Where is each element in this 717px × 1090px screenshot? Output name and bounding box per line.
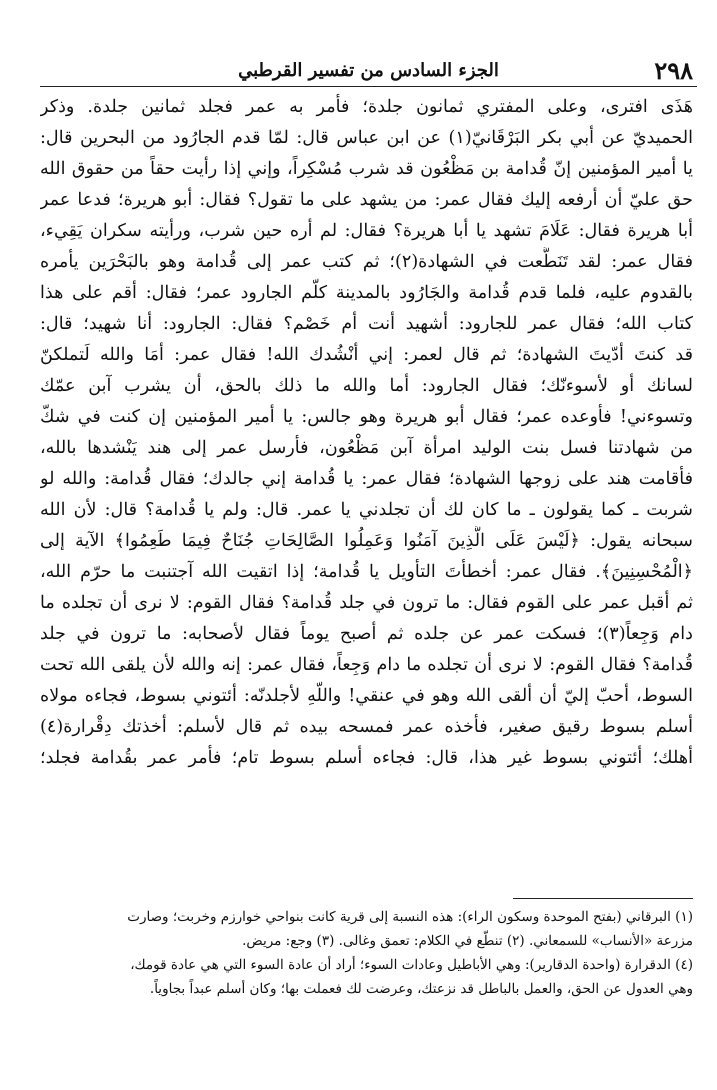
text-line: يا أمير المؤمنين إنّ قُدامة بن مَظْعُون قد شرب مُسْكِراً، وإني إذا رأيت حقاً من حقوق الله	[40, 159, 693, 179]
text-line: شربت ـ كما يقولون ـ ما كان لك أن تجلدني يا عمر. قال: ولم يا قُدامة؟ قال: لأن الله	[40, 500, 693, 520]
footnote-line: وهي العدول عن الحق، والعمل بالباطل قد نزعتك، وعرضت لك فعملت بها؛ وكان أسلم عبداً بجاوياً.	[149, 981, 693, 997]
text-line: ثم أقبل عمر على القوم فقال: ما ترون في جلد قُدامة؟ فقال القوم: لا نرى أن تجلده ما	[40, 593, 693, 613]
page-header	[40, 54, 697, 87]
text-line: لسانك أو لأسوءنّك؛ فقال الجارود: أما والله ما ذلك بالحق، أن يشرب آبن عمّك	[40, 376, 693, 396]
text-line: حق عليّ أن أرفعه إليك فقال عمر: من يشهد على ما تقول؟ فقال: أبو هريرة؛ فدعا عمر	[40, 190, 693, 210]
text-line: كتاب الله؛ فقال عمر للجارود: أشهيد أنت أم خَصْم؟ فقال: الجارود: أنا شهيد؛ قال:	[40, 314, 693, 334]
footnote-line: (٤) الدقرارة (واحدة الدقارير): وهي الأباطيل وعادات السوء؛ أراد أن عادة السوء التي هي عادة قومك،	[130, 957, 693, 973]
text-line: أبا هريرة فقال: عَلَامَ تشهد يا أبا هريرة؟ فقال: لم أره حين شرب، ورأيته سكران يَقِيء،	[40, 221, 693, 241]
text-line: وتسوءني! فأوعده عمر؛ فقال أبو هريرة وهو جالس: يا أمير المؤمنين إن كنت في شكّ	[40, 407, 693, 427]
running-title: الجزء السادس من تفسير القرطبي	[238, 60, 499, 81]
text-line: فقال عمر: لقد تَنَطَّعت في الشهادة(٢)؛ ثم كتب عمر إلى قُدامة وهو بالبَحْرَين يأمره	[40, 252, 693, 272]
main-text	[40, 92, 693, 774]
text-line: السوط، أحبّ إليّ أن ألقى الله وهو في عنقي! واللّهِ لأجلدنّه: أئتوني بسوط، فجاءه مولاه	[40, 686, 693, 706]
text-line: أسلم بسوط رقيق صغير، فأخذه عمر فمسحه بيده ثم قال لأسلم: أخذتك دِقْرارة(٤)	[40, 717, 693, 737]
text-line: قد كنتَ أدّيتَ الشهادة؛ ثم قال لعمر: إني أنْشُدك الله! فقال عمر: أمَا والله لَتملكنّ	[40, 345, 693, 365]
footnote-line: مزرعة «الأنساب» للسمعاني. (٢) تنطّع في الكلام: تعمق وغالى. (٣) وجع: مريض.	[242, 933, 693, 949]
text-line: فأقامت هند على زوجها الشهادة؛ فقال عمر: يا قُدامة إني جالدك؛ فقال قُدامة: والله لو	[40, 469, 693, 489]
text-line: الحميديّ عن أبي بكر البَرْقَانيّ(١) عن ابن عباس قال: لمّا قدم الجارُود من البحرين قال:	[40, 128, 693, 148]
footnotes	[40, 905, 693, 1001]
page-number: ٢٩٨	[654, 56, 693, 85]
footnote-divider	[513, 898, 693, 899]
text-line: هَذَى افترى، وعلى المفتري ثمانون جلدة؛ فأمر به عمر فجلد ثمانين جلدة. وذكر	[40, 97, 693, 117]
text-line: قُدامة؟ فقال القوم: لا نرى أن تجلده ما دام وَجِعاً، فقال عمر: إنه والله لأن يلقى الله تحت	[40, 655, 693, 675]
text-line: سبحانه يقول: ﴿لَيْسَ عَلَى الَّذِينَ آمَنُوا وَعَمِلُوا الصَّالِحَاتِ جُنَاحٌ فِيمَا طَعِمُوا﴾ الآية إلى	[40, 531, 693, 551]
text-line: من شهادتنا فسل بنت الوليد امرأة آبن مَظْعُون، فأرسل عمر إلى هند يَنْشدها بالله،	[40, 438, 693, 458]
text-line: دام وَجِعاً(٣)؛ فسكت عمر عن جلده ثم أصبح يوماً فقال لأصحابه: ما ترون في جلد	[40, 624, 693, 644]
footnote-line: (١) البرقاني (بفتح الموحدة وسكون الراء): هذه النسبة إلى قرية كانت بنواحي خوارزم وخربت؛ وصارت	[127, 909, 693, 925]
text-line: بالقدوم عليه، فلما قدم قُدامة والجَارُود بالمدينة كلّم الجارود عمر؛ فقال: أقم على هذا	[40, 283, 693, 303]
text-line: ﴿الْمُحْسِنِينَ﴾. فقال عمر: أخطأتَ التأويل يا قُدامة؛ إذا اتقيت الله آجتنبت ما حرّم الله،	[40, 562, 693, 582]
text-line: أهلك؛ أئتوني بسوط غير هذا، قال: فجاءه أسلم بسوط تام؛ فأمر عمر بقُدامة فجلد؛	[40, 748, 693, 768]
